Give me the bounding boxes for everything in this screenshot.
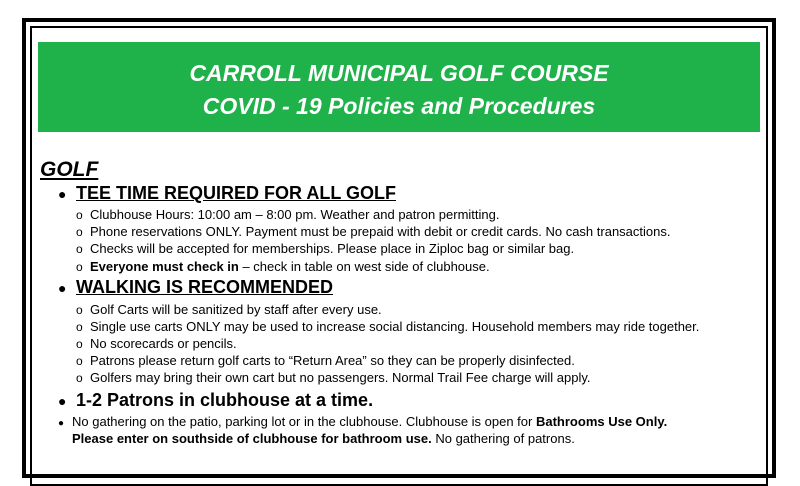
list-item: o Phone reservations ONLY. Payment must be prepaid with debit or credit cards. No cash transactions. — [76, 224, 671, 239]
banner-subtitle: COVID - 19 Policies and Procedures — [202, 93, 596, 119]
bullet-icon: ● — [58, 186, 67, 203]
bullet-heading: WALKING IS RECOMMENDED — [76, 277, 334, 297]
bullet-heading: 1-2 Patrons in clubhouse at a time. — [76, 390, 374, 410]
bullet-walking — [58, 277, 333, 298]
list-item: o Golf Carts will be sanitized by staff after every use. — [76, 302, 382, 317]
bullet-patrons — [58, 390, 373, 411]
list-item: o Golfers may bring their own cart but no passengers. Normal Trail Fee charge will apply. — [76, 370, 591, 385]
circle-bullet-icon: o — [76, 260, 83, 274]
circle-bullet-icon: o — [76, 354, 83, 368]
bullet-icon: ● — [58, 280, 67, 297]
list-item: o Clubhouse Hours: 10:00 am – 8:00 pm. Weather and patron permitting. — [76, 207, 500, 222]
final-paragraph-line2: Please enter on southside of clubhouse for bathroom use. No gathering of patrons. — [72, 431, 575, 446]
circle-bullet-icon: o — [76, 303, 83, 317]
circle-bullet-icon: o — [76, 208, 83, 222]
bullet-tee-time — [58, 183, 396, 204]
circle-bullet-icon: o — [76, 225, 83, 239]
circle-bullet-icon: o — [76, 337, 83, 351]
circle-bullet-icon: o — [76, 320, 83, 334]
bullet-icon: ● — [58, 393, 67, 410]
bullet-heading: TEE TIME REQUIRED FOR ALL GOLF — [76, 183, 397, 203]
circle-bullet-icon: o — [76, 242, 83, 256]
section-title-golf: GOLF — [40, 158, 99, 181]
circle-bullet-icon: o — [76, 371, 83, 385]
banner-title: CARROLL MUNICIPAL GOLF COURSE — [189, 60, 609, 86]
list-item: o Single use carts ONLY may be used to increase social distancing. Household members may ride together. — [76, 319, 700, 334]
final-paragraph-line1: ● No gathering on the patio, parking lot or in the clubhouse. Clubhouse is open for Bathrooms Use Only. — [58, 414, 668, 429]
list-item: o Checks will be accepted for memberships. Please place in Ziploc bag or similar bag. — [76, 241, 575, 256]
list-item: o Patrons please return golf carts to “Return Area” so they can be properly disinfected. — [76, 353, 575, 368]
list-item: o Everyone must check in – check in table on west side of clubhouse. — [76, 259, 490, 274]
small-bullet-icon: ● — [58, 418, 65, 429]
list-item: o No scorecards or pencils. — [76, 336, 237, 351]
